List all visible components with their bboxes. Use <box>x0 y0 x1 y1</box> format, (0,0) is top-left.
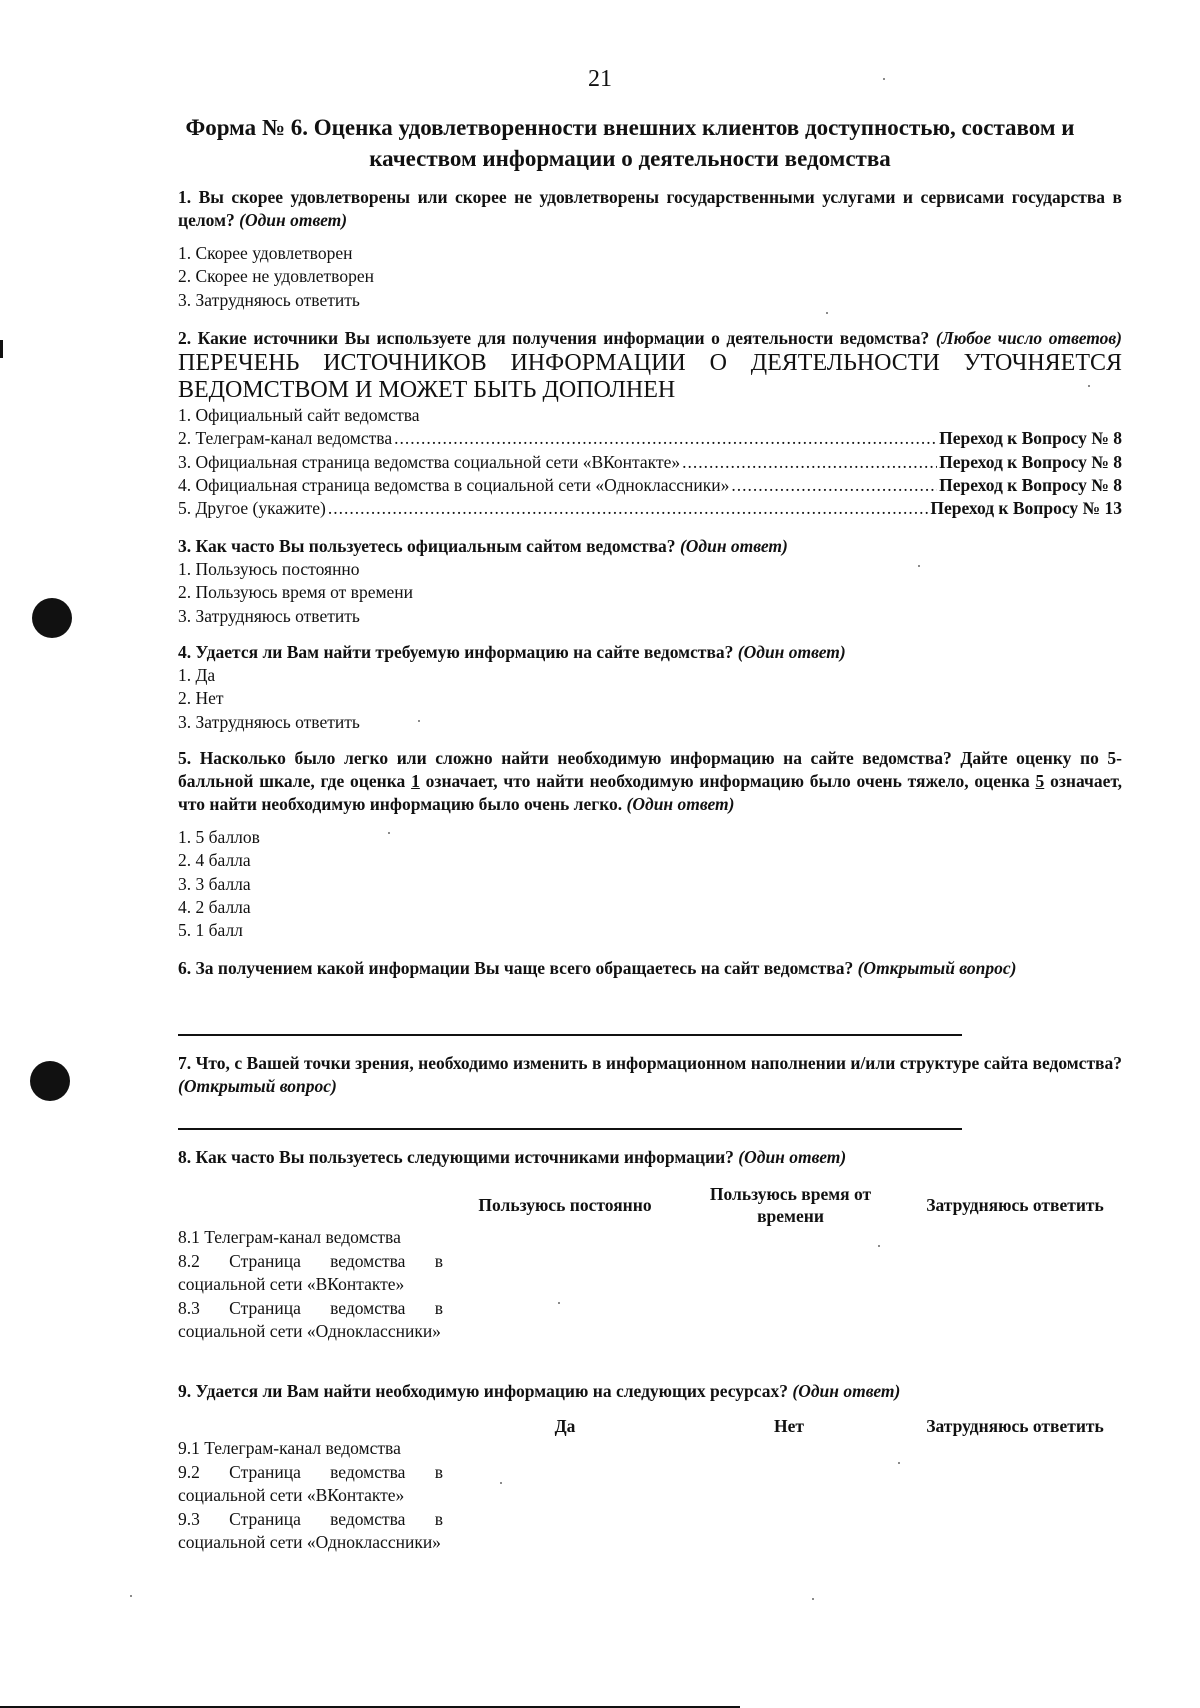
scan-speck <box>898 1462 900 1464</box>
question-1-text: 1. Вы скорее удовлетворены или скорее не удовлетворены государственными услугами и сервисами государства в целом? (Один ответ) <box>178 187 1122 230</box>
question-5 <box>178 747 1122 942</box>
scan-speck <box>130 1595 132 1597</box>
q8-column-header: Затрудняюсь ответить <box>926 1195 1104 1215</box>
question-5-text: 5. Насколько было легко или сложно найти необходимую информацию на сайте ведомства? Дайте оценку по 5-балльной шкале, где оценка 1 означает, что найти необходимую информацию было очень тяжело, оценка 5 означает, что найти необходимую информацию было очень легко. (Один ответ) <box>178 748 1123 814</box>
question-2-text: 2. Какие источники Вы используете для получения информации о деятельности ведомства? (Любое число ответов) ПЕРЕЧЕНЬ ИСТОЧНИКОВ ИНФОРМАЦИИ О ДЕЯТЕЛЬНОСТИ УТОЧНЯЕТСЯ ВЕДОМСТВОМ И МОЖЕТ БЫТЬ ДОПОЛНЕН <box>178 328 1123 403</box>
question-5-hint: (Один ответ) <box>626 794 735 814</box>
q5-option[interactable]: 3. 3 балла <box>178 873 251 894</box>
table-row[interactable]: 8.2 Страница ведомства в социальной сети «ВКонтакте» <box>178 1250 443 1294</box>
scan-speck <box>826 312 828 314</box>
jump-label: Переход к Вопросу № 13 <box>930 498 1122 519</box>
q9-column-header: Затрудняюсь ответить <box>926 1416 1104 1436</box>
q9-column-header: Нет <box>774 1416 804 1436</box>
question-8-hint: (Один ответ) <box>738 1147 847 1167</box>
question-4-hint: (Один ответ) <box>737 642 846 662</box>
scan-speck <box>812 1598 814 1600</box>
scan-edge-mark <box>0 340 3 358</box>
scan-speck <box>883 78 885 80</box>
q2-option[interactable]: 2. Телеграм-канал ведомства ..... Переход к Вопросу № 8 <box>178 427 1122 450</box>
form-title: Форма № 6. Оценка удовлетворенности внешних клиентов доступностью, составом и качеством информации о деятельности ведомства <box>185 115 1075 171</box>
table-row[interactable]: 9.1 Телеграм-канал ведомства <box>178 1438 401 1458</box>
q5-option[interactable]: 1. 5 баллов <box>178 827 260 847</box>
q1-option[interactable]: 2. Скорее не удовлетворен <box>178 266 374 287</box>
question-7 <box>178 1052 1122 1098</box>
q2-option[interactable]: 3. Официальная страница ведомства социальной сети «ВКонтакте» ..... Переход к Вопросу № 8 <box>178 451 1122 474</box>
q4-option[interactable]: 3. Затрудняюсь ответить <box>178 711 360 732</box>
q3-option[interactable]: 2. Пользуюсь время от времени <box>178 582 414 603</box>
q9-rows <box>178 1437 443 1555</box>
q6-answer-line[interactable] <box>178 1034 962 1036</box>
question-4-text: 4. Удается ли Вам найти требуемую информацию на сайте ведомства? (Один ответ) <box>178 642 846 662</box>
q9-column-header: Да <box>554 1416 576 1436</box>
question-1 <box>178 186 1122 312</box>
q4-option[interactable]: 2. Нет <box>178 688 224 709</box>
table-row[interactable]: 8.1 Телеграм-канал ведомства <box>178 1227 401 1247</box>
q7-answer-line[interactable] <box>178 1128 962 1130</box>
q8-rows <box>178 1226 443 1344</box>
q1-option[interactable]: 3. Затрудняюсь ответить <box>178 289 360 310</box>
jump-label: Переход к Вопросу № 8 <box>939 428 1122 449</box>
question-7-hint: (Открытый вопрос) <box>178 1076 337 1096</box>
scan-speck <box>558 1302 560 1304</box>
question-3 <box>178 535 1122 628</box>
question-6-text: 6. За получением какой информации Вы чаще всего обращаетесь на сайт ведомства? (Открытый вопрос) <box>178 958 1017 978</box>
q1-option[interactable]: 1. Скорее удовлетворен <box>178 243 353 263</box>
question-6 <box>178 957 1122 980</box>
q8-column-header: Пользуюсь постоянно <box>478 1195 652 1215</box>
table-row[interactable]: 8.3 Страница ведомства в социальной сети «Одноклассники» <box>178 1297 443 1341</box>
question-2-hint: (Любое число ответов) <box>935 328 1123 348</box>
question-1-hint: (Один ответ) <box>239 210 348 230</box>
scan-speck <box>388 832 390 834</box>
question-8 <box>178 1146 1122 1169</box>
table-row[interactable]: 9.3 Страница ведомства в социальной сети «Одноклассники» <box>178 1508 443 1552</box>
question-4 <box>178 641 1122 734</box>
hole-punch-mark <box>30 1061 70 1101</box>
question-3-hint: (Один ответ) <box>679 536 788 556</box>
hole-punch-mark <box>32 598 72 638</box>
q5-option[interactable]: 4. 2 балла <box>178 896 251 917</box>
q4-option[interactable]: 1. Да <box>178 665 216 685</box>
question-2-note: ПЕРЕЧЕНЬ ИСТОЧНИКОВ ИНФОРМАЦИИ О ДЕЯТЕЛЬНОСТИ УТОЧНЯЕТСЯ ВЕДОМСТВОМ И МОЖЕТ БЫТЬ ДОПОЛНЕН <box>178 350 1122 403</box>
q3-option[interactable]: 1. Пользуюсь постоянно <box>178 559 360 579</box>
scan-speck <box>1088 385 1090 387</box>
q8-column-header: Пользуюсь время от времени <box>709 1184 872 1226</box>
q5-option[interactable]: 5. 1 балл <box>178 920 243 941</box>
page-number: 21 <box>588 66 612 92</box>
table-row[interactable]: 9.2 Страница ведомства в социальной сети «ВКонтакте» <box>178 1461 443 1505</box>
question-7-text: 7. Что, с Вашей точки зрения, необходимо изменить в информационном наполнении и/или структуре сайта ведомства? (Открытый вопрос) <box>178 1053 1122 1096</box>
scan-speck <box>878 1245 880 1247</box>
question-6-hint: (Открытый вопрос) <box>857 958 1017 978</box>
q3-option[interactable]: 3. Затрудняюсь ответить <box>178 605 360 626</box>
scan-speck <box>918 565 920 567</box>
q2-option[interactable]: 1. Официальный сайт ведомства <box>178 405 420 425</box>
question-8-text: 8. Как часто Вы пользуетесь следующими источниками информации? (Один ответ) <box>178 1147 847 1167</box>
question-3-text: 3. Как часто Вы пользуетесь официальным сайтом ведомства? (Один ответ) <box>178 536 788 556</box>
question-9-hint: (Один ответ) <box>792 1381 901 1401</box>
jump-label: Переход к Вопросу № 8 <box>939 451 1122 472</box>
q5-option[interactable]: 2. 4 балла <box>178 850 251 871</box>
question-9-text: 9. Удается ли Вам найти необходимую информацию на следующих ресурсах? (Один ответ) <box>178 1381 901 1401</box>
q2-option[interactable]: 5. Другое (укажите) ..... Переход к Вопросу № 13 <box>178 497 1122 520</box>
q2-option[interactable]: 4. Официальная страница ведомства в социальной сети «Одноклассники» ..... Переход к Вопросу № 8 <box>178 474 1122 497</box>
scan-speck <box>418 720 420 722</box>
question-2 <box>178 327 1122 520</box>
scan-speck <box>500 1482 502 1484</box>
question-9 <box>178 1380 1122 1403</box>
jump-label: Переход к Вопросу № 8 <box>939 474 1122 495</box>
